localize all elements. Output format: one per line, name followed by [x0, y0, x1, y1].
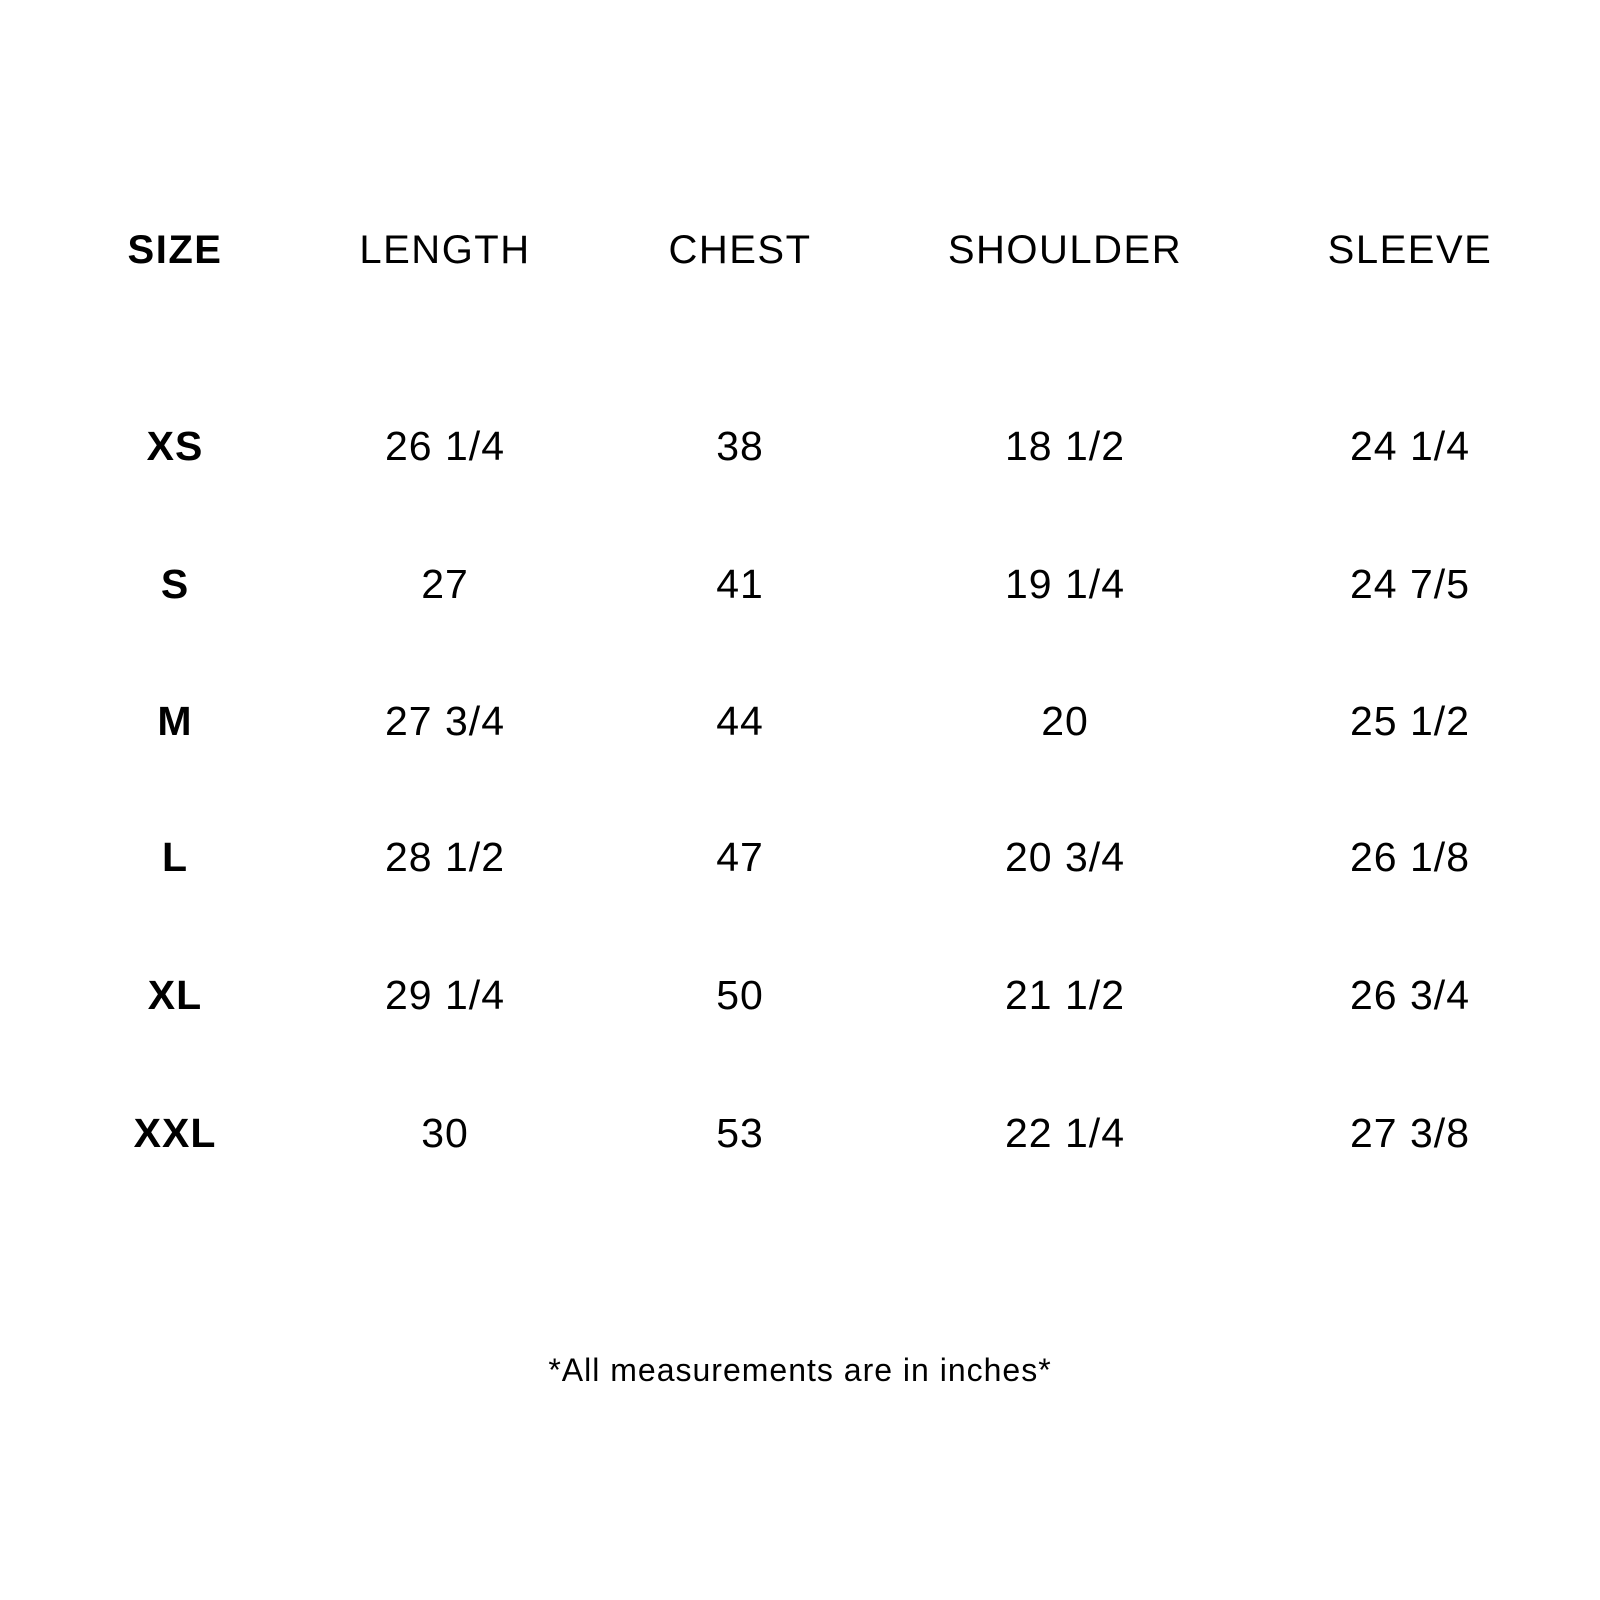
- shoulder-value: 20 3/4: [1005, 834, 1125, 880]
- length-value: 27 3/4: [385, 698, 505, 744]
- measurement-footnote: *All measurements are in inches*: [548, 1352, 1052, 1388]
- length-value: 26 1/4: [385, 423, 505, 469]
- shoulder-value: 22 1/4: [1005, 1110, 1125, 1156]
- shoulder-value: 19 1/4: [1005, 561, 1125, 607]
- table-row: [0, 965, 1600, 1025]
- size-label: M: [157, 698, 193, 744]
- size-label: XS: [146, 423, 204, 469]
- header-row: [0, 220, 1600, 280]
- table-row: [0, 416, 1600, 476]
- chest-value: 38: [716, 423, 764, 469]
- size-label: L: [161, 834, 189, 880]
- sleeve-value: 24 1/4: [1350, 423, 1470, 469]
- header-shoulder: SHOULDER: [947, 228, 1183, 272]
- length-value: 30: [421, 1110, 469, 1156]
- header-chest: CHEST: [668, 228, 812, 272]
- table-row: [0, 827, 1600, 887]
- sleeve-value: 26 1/8: [1350, 834, 1470, 880]
- chest-value: 44: [716, 698, 764, 744]
- sleeve-value: 27 3/8: [1350, 1110, 1470, 1156]
- size-label: S: [160, 561, 190, 607]
- shoulder-value: 21 1/2: [1005, 972, 1125, 1018]
- chest-value: 53: [716, 1110, 764, 1156]
- chest-value: 47: [716, 834, 764, 880]
- length-value: 28 1/2: [385, 834, 505, 880]
- sleeve-value: 24 7/5: [1350, 561, 1470, 607]
- chest-value: 41: [716, 561, 764, 607]
- header-sleeve: SLEEVE: [1327, 228, 1493, 272]
- table-row: [0, 691, 1600, 751]
- length-value: 29 1/4: [385, 972, 505, 1018]
- shoulder-value: 20: [1041, 698, 1089, 744]
- size-label: XXL: [133, 1110, 217, 1156]
- sleeve-value: 25 1/2: [1350, 698, 1470, 744]
- table-row: [0, 1103, 1600, 1163]
- size-label: XL: [147, 972, 203, 1018]
- sleeve-value: 26 3/4: [1350, 972, 1470, 1018]
- header-length: LENGTH: [359, 228, 531, 272]
- table-row: [0, 554, 1600, 614]
- shoulder-value: 18 1/2: [1005, 423, 1125, 469]
- header-size: SIZE: [127, 228, 223, 272]
- length-value: 27: [421, 561, 469, 607]
- chest-value: 50: [716, 972, 764, 1018]
